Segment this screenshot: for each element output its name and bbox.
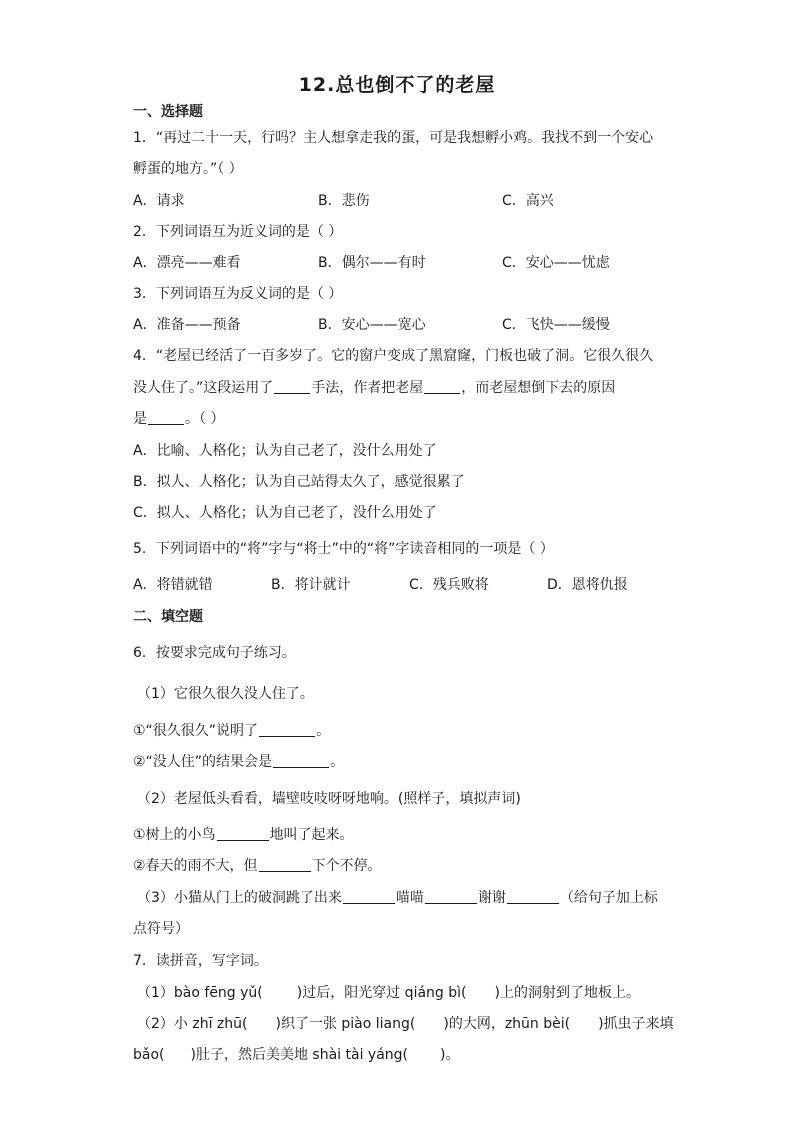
q6-text: ①“很久很久”说明了 — [133, 723, 259, 739]
q6-stem: 6．按要求完成句子练习。 — [133, 645, 296, 661]
q4-text: 手法，作者把老屋 — [311, 380, 424, 396]
q1-stem-line2: 孵蛋的地方。”（ ） — [133, 161, 243, 177]
q5-option-b[interactable]: B．将计就计 — [271, 577, 351, 593]
q5-stem: 5．下列词语中的“将”字与“将士”中的“将”字读音相同的一项是（ ） — [133, 541, 554, 557]
q6-text: ②春天的雨不大，但 — [133, 858, 258, 874]
q6-text: 下个不停。 — [311, 858, 382, 874]
section-multiple-choice: 一、选择题 — [133, 104, 203, 120]
q6-part2-a — [133, 824, 354, 846]
q6-blank-6[interactable] — [425, 888, 477, 904]
q4-text: ，而老屋想倒下去的原因 — [461, 380, 616, 396]
q1-stem-line1: 1．“再过二十一天，行吗？主人想拿走我的蛋，可是我想孵小鸡。我找不到一个安心 — [133, 130, 654, 146]
q7-text: )的大网，zhūn bèi( — [443, 1016, 571, 1032]
q6-part1-a — [133, 720, 330, 742]
q2-option-b[interactable]: B．偶尔——有时 — [318, 255, 426, 271]
q6-part3-cont: 点符号） — [133, 921, 189, 937]
q4-blank-2[interactable] — [424, 378, 460, 394]
q4-option-a[interactable]: A．比喻、人格化；认为自己老了，没什么用处了 — [133, 443, 437, 459]
q4-text: 没人住了。”这段运用了 — [133, 380, 274, 396]
q6-text: 。 — [316, 723, 331, 739]
q6-blank-4[interactable] — [259, 856, 311, 872]
q4-blank-3[interactable] — [148, 409, 184, 425]
q2-option-c[interactable]: C．安心——忧虑 — [502, 255, 610, 271]
q6-text: 喵喵 — [395, 890, 424, 906]
q1-option-a[interactable]: A．请求 — [133, 193, 185, 209]
q3-stem: 3．下列词语互为反义词的是（ ） — [133, 286, 343, 302]
q4-option-b[interactable]: B．拟人、人格化；认为自己站得太久了，感觉很累了 — [133, 474, 465, 490]
section-fill-in: 二、填空题 — [133, 609, 203, 625]
page-title: 12.总也倒不了的老屋 — [298, 74, 496, 96]
q7-text: bǎo( — [133, 1047, 165, 1063]
q6-part1: （1）它很久很久没人住了。 — [137, 686, 314, 702]
q1-option-c[interactable]: C．高兴 — [502, 193, 554, 209]
q7-text: )上的洞射到了地板上。 — [494, 985, 640, 1001]
q6-text: 地叫了起来。 — [269, 827, 354, 843]
q5-option-c[interactable]: C．残兵败将 — [409, 577, 489, 593]
q4-blank-1[interactable] — [274, 378, 310, 394]
q5-option-d[interactable]: D．恩将仇报 — [547, 577, 628, 593]
q6-blank-5[interactable] — [343, 888, 395, 904]
q6-part3 — [137, 887, 658, 909]
q6-blank-2[interactable] — [273, 752, 329, 768]
q3-option-b[interactable]: B．安心——宽心 — [318, 317, 426, 333]
q6-text: 谢谢 — [477, 890, 506, 906]
q4-stem-line1: 4．“老屋已经活了一百多岁了。它的窗户变成了黑窟窿，门板也破了洞。它很久很久 — [133, 348, 654, 364]
q1-option-b[interactable]: B．悲伤 — [318, 193, 370, 209]
q2-option-a[interactable]: A．漂亮——难看 — [133, 255, 241, 271]
q7-text: )肚子，然后美美地 shài tài yáng( — [190, 1047, 408, 1063]
q3-option-a[interactable]: A．准备——预备 — [133, 317, 241, 333]
q7-line3 — [133, 1044, 459, 1066]
q4-stem-line2 — [133, 377, 615, 399]
q7-text: )织了一张 piào liang( — [275, 1016, 416, 1032]
q7-line2 — [137, 1013, 674, 1035]
q7-text: （1）bào fēng yǔ( — [137, 985, 263, 1001]
q6-part2: （2）老屋低头看看，墙壁吱吱呀呀地响。(照样子，填拟声词) — [137, 791, 521, 807]
q7-text: （2）小 zhī zhū( — [137, 1016, 248, 1032]
q6-blank-3[interactable] — [217, 825, 269, 841]
q4-stem-line3 — [133, 408, 224, 430]
q6-text: ②“没人住”的结果会是 — [133, 754, 273, 770]
q5-option-a[interactable]: A．将错就错 — [133, 577, 213, 593]
q6-text: （3）小猫从门上的破洞跳了出来 — [137, 890, 342, 906]
q6-text: ①树上的小鸟 — [133, 827, 216, 843]
q4-option-c[interactable]: C．拟人、人格化；认为自己老了，没什么用处了 — [133, 505, 437, 521]
q6-blank-7[interactable] — [507, 888, 559, 904]
q6-text: （给句子加上标 — [559, 890, 658, 906]
q7-text: )过后，阳光穿过 qiáng bì( — [296, 985, 467, 1001]
q3-option-c[interactable]: C．飞快——缓慢 — [502, 317, 610, 333]
q7-text: )抓虫子来填 — [598, 1016, 674, 1032]
q7-stem: 7．读拼音，写字词。 — [133, 953, 268, 969]
q7-line1 — [137, 982, 640, 1004]
q6-text: 。 — [330, 754, 345, 770]
q6-part2-b — [133, 855, 382, 877]
q6-part1-b — [133, 751, 344, 773]
q4-text: 。（ ） — [185, 411, 225, 427]
q4-text: 是 — [133, 411, 147, 427]
q6-blank-1[interactable] — [259, 721, 315, 737]
q2-stem: 2．下列词语互为近义词的是（ ） — [133, 224, 343, 240]
q7-text: )。 — [440, 1047, 460, 1063]
